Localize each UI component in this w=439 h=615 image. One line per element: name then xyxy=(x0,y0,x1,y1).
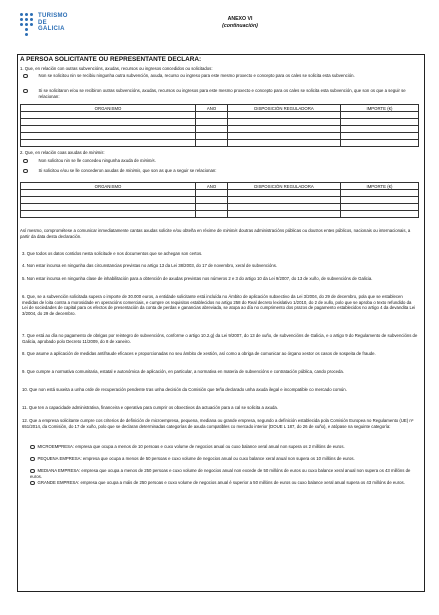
commitment-text: Así mesmo, comprométese a comunicar inmediatamente cantas axudas solicite e/ou obteña en réxime de minimis doutras administracións públicas ou doutros entes públicos, nacionais ou internacionais, a partir da data desta declaración. xyxy=(20,228,411,239)
table-cell[interactable] xyxy=(21,204,196,211)
q1-option-a-label: Non se solicitou nin se recibiu ningunha outra subvención, axuda, recurso ou ingreso para este mesmo proxecto e concepto para os cales se solicita esta subvención. xyxy=(38,73,355,78)
annex-title: ANEXO VI xyxy=(227,16,253,22)
declaration-item-9: 9. Que cumpre a normativa comunitaria, estatal e autonómica de aplicación, en particular, a normativa en materia de subvencións e contratación pública, cando proceda. xyxy=(22,369,344,374)
table-cell[interactable] xyxy=(228,126,341,133)
table-header-row xyxy=(21,183,419,190)
table-row xyxy=(21,211,419,218)
declaration-item-5: 5. Non estar incursa en ningunha clase de inhabilitación para a obtención de axudas previstas nos números 2 e 3 do artigo 10 da Lei 9/2007, do 13 de xuño, de subvencións de Galicia. xyxy=(22,276,373,281)
logo-dots-icon xyxy=(20,13,34,39)
declaration-item-3: 3. Que todos os datos contidos nesta solicitude e nos documentos que se achegan son certos. xyxy=(22,251,203,256)
table-cell[interactable] xyxy=(196,190,228,197)
q1-option-b-label: Si se solicitaron e/ou se recibiron outras subvencións, axudas, recursos ou ingresos para este mesmo proxecto e concepto para os cales se solicita esta subvención, que son os que a seguir se relacionan: xyxy=(38,88,406,99)
table-cell[interactable] xyxy=(21,133,196,140)
table-cell[interactable] xyxy=(196,140,228,147)
table-cell[interactable] xyxy=(341,126,419,133)
radio-button[interactable] xyxy=(23,74,28,79)
table-cell[interactable] xyxy=(341,133,419,140)
table-cell[interactable] xyxy=(341,140,419,147)
table-cell[interactable] xyxy=(21,112,196,119)
declaration-item-11: 11. Que ten a capacidade administrativa, financeira e operativa para cumprir os obxectivos da actuación para a cal se solicita a axuda. xyxy=(22,405,278,410)
table-header-row xyxy=(21,105,419,112)
table-cell[interactable] xyxy=(196,197,228,204)
col-importe: IMPORTE (€) xyxy=(341,183,419,190)
q2-option-b[interactable] xyxy=(23,168,415,174)
table-cell[interactable] xyxy=(341,112,419,119)
table-cell[interactable] xyxy=(21,126,196,133)
table-row xyxy=(21,133,419,140)
size-option-medium-label: MEDIANA EMPRESA: empresa que ocupa a menos de 250 persoas e cuxo volume de negocios anual non excede de 50 millóns de euros ou cuxo balance xeral anual non supera os 43 millóns de euros. xyxy=(30,468,411,479)
q1-aid-table xyxy=(20,104,419,147)
turismo-galicia-logo xyxy=(20,13,68,39)
radio-button[interactable] xyxy=(23,89,28,94)
declaration-item-8: 8. Que asume a aplicación de medidas antifraude eficaces e proporcionadas no seu ámbito de xestión, así como a obriga de comunicar ao órgano xestor os casos de sospeita de fraude. xyxy=(22,351,376,356)
col-organismo: ORGANISMO xyxy=(21,183,196,190)
question-1: 1. Que, en relación con outras subvencións, axudas, recursos ou ingresos concedidos ou solicitados: xyxy=(20,66,213,71)
table-cell[interactable] xyxy=(228,133,341,140)
col-importe: IMPORTE (€) xyxy=(341,105,419,112)
col-ano: ANO xyxy=(196,105,228,112)
declaration-item-4: 4. Non estar incursa en ningunha das circunstancias previstas no artigo 13 da Lei 38/2003, do 17 de novembro, xeral de subvencións. xyxy=(22,263,278,268)
section-title: A PERSOA SOLICITANTE OU REPRESENTANTE DECLARA: xyxy=(20,56,202,63)
table-row xyxy=(21,190,419,197)
radio-button[interactable] xyxy=(30,481,35,486)
table-cell[interactable] xyxy=(228,190,341,197)
size-option-large[interactable] xyxy=(30,480,415,486)
size-option-medium[interactable] xyxy=(30,468,415,479)
size-option-small-label: PEQUENA EMPRESA: empresa que ocupa a menos de 50 persoas e cuxo volume de negocios anual ou cuxo balance xeral anual non supera os 10 millóns de euros. xyxy=(37,456,355,461)
radio-button[interactable] xyxy=(30,445,35,450)
annex-continuation: (continuación) xyxy=(222,23,258,29)
table-row xyxy=(21,126,419,133)
table-cell[interactable] xyxy=(341,211,419,218)
q2-option-a-label: Non solicitou nin se lle concedeu ningunha axuda de minimis. xyxy=(38,158,156,163)
q1-option-b[interactable] xyxy=(23,88,415,99)
table-row xyxy=(21,112,419,119)
table-cell[interactable] xyxy=(196,126,228,133)
table-cell[interactable] xyxy=(21,211,196,218)
table-row xyxy=(21,119,419,126)
table-cell[interactable] xyxy=(228,140,341,147)
size-option-large-label: GRANDE EMPRESA: empresa que ocupa a máis de 250 persoas e cuxo volume de negocios anual é superior a 50 millóns de euros ou cuxo balance xeral anual supera os 43 millóns de euros. xyxy=(37,480,405,485)
table-row xyxy=(21,197,419,204)
table-cell[interactable] xyxy=(341,204,419,211)
q2-option-b-label: Si solicitou e/ou se lle concederon axudas de minimis, que son as que a seguir se relacionan: xyxy=(38,168,217,173)
col-disposicion: DISPOSICIÓN REGULADORA xyxy=(228,183,341,190)
q2-option-a[interactable] xyxy=(23,158,415,164)
question-2: 2. Que, en relación coas axudas de minimis: xyxy=(20,150,105,155)
size-option-micro[interactable] xyxy=(30,444,415,450)
table-cell[interactable] xyxy=(21,140,196,147)
logo-text: TURISMO DE GALICIA xyxy=(38,13,68,33)
size-option-small[interactable] xyxy=(30,456,415,462)
radio-button[interactable] xyxy=(30,457,35,462)
declaration-item-7: 7. Que está ao día no pagamento de obrigas por reintegro de subvencións, conforme o artigo 10.2.g) da Lei 9/2007, do 13 de xuño, de subvencións de Galicia, e o artigo 9 do Regulamento de subvencións de Galicia, aprobado polo Decreto 11/2009, do 8 de xaneiro. xyxy=(22,333,418,344)
table-cell[interactable] xyxy=(228,119,341,126)
size-option-micro-label: MICROEMPRESA: empresa que ocupa a menos de 10 persoas e cuxo volume de negocios anual ou cuxo balance xeral anual non supera os 2 millóns de euros. xyxy=(37,444,345,449)
annex-header xyxy=(200,16,280,30)
col-ano: ANO xyxy=(196,183,228,190)
table-cell[interactable] xyxy=(21,190,196,197)
radio-button[interactable] xyxy=(23,159,28,164)
q2-minimis-table xyxy=(20,182,419,218)
table-row xyxy=(21,204,419,211)
declaration-item-10: 10. Que non está suxeita a unha orde de recuperación pendente tras unha decisión da Comisión que teña declarado unha axuda ilegal e incompatible co mercado común. xyxy=(22,387,347,392)
table-cell[interactable] xyxy=(196,112,228,119)
table-cell[interactable] xyxy=(228,112,341,119)
table-cell[interactable] xyxy=(21,119,196,126)
table-cell[interactable] xyxy=(228,197,341,204)
radio-button[interactable] xyxy=(23,169,28,174)
table-cell[interactable] xyxy=(196,204,228,211)
table-cell[interactable] xyxy=(341,197,419,204)
table-cell[interactable] xyxy=(21,197,196,204)
col-disposicion: DISPOSICIÓN REGULADORA xyxy=(228,105,341,112)
table-cell[interactable] xyxy=(228,204,341,211)
table-cell[interactable] xyxy=(196,133,228,140)
table-cell[interactable] xyxy=(196,119,228,126)
table-row xyxy=(21,140,419,147)
declaration-item-6: 6. Que, se a subvención solicitada supera o importe de 30.000 euros, a entidade solicitante está incluída no Ámbito de aplicación subxectivo da Lei 3/2004, do 29 de decembro, pola que se establecen medidas de loita contra a morosidade en operacións comerciais, e cumpre os requisitos establecidos no artigo 258 do Real decreto lexislativo 1/2010, do 2 de xullo, polo que se aproba o texto refundido da Lei de sociedades de capital para os efectos de presentación da conta de perdas e ganancias abreviada, se atopa ao día no cumprimento dos prazos de pagamento establecidos no artigo 4 da devandita Lei 3/2004, do 29 de decembro. xyxy=(22,294,416,316)
declaration-item-12: 12. Que a empresa solicitante cumpre cos criterios de definición de microempresa, pequena, mediana ou grande empresa, segundo a definición establecida pola Comisión Europea no Regulamento (UE) nº 651/2014, da Comisión, do 17 de xuño, polo que se declaran determinadas categorías de axuda compatibles co mercado interior (DOUE L 187, do 26 de xuño), e atópase na seguinte categoría: xyxy=(22,418,414,429)
table-cell[interactable] xyxy=(228,211,341,218)
q1-option-a[interactable] xyxy=(23,73,415,79)
table-cell[interactable] xyxy=(341,119,419,126)
radio-button[interactable] xyxy=(30,469,35,474)
table-cell[interactable] xyxy=(196,211,228,218)
col-organismo: ORGANISMO xyxy=(21,105,196,112)
table-cell[interactable] xyxy=(341,190,419,197)
